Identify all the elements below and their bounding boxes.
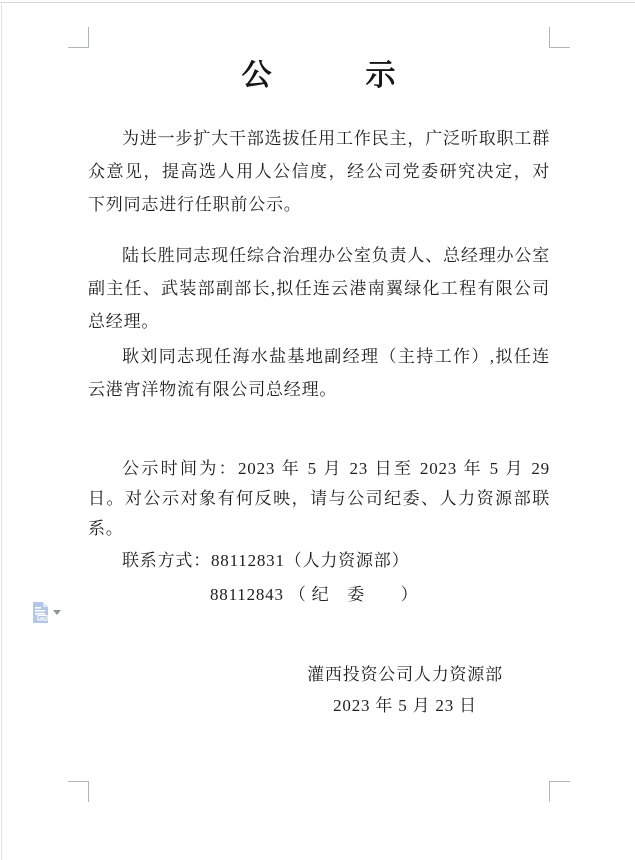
dropdown-arrow-icon[interactable] — [53, 610, 61, 615]
text-boundary-mark-top-left — [68, 27, 89, 48]
signature-date: 2023 年 5 月 23 日 — [333, 696, 477, 715]
contact-line-2: 88112843 （ 纪 委 ） — [210, 585, 419, 604]
signature-org: 灌西投资公司人力资源部 — [307, 665, 503, 684]
paragraph-notice-period: 公示时间为：2023 年 5 月 23 日至 2023 年 5 月 29 日。对公示对象有何反映，请与公司纪委、人力资源部联系。 — [88, 459, 550, 538]
contact-line-1: 联系方式：88112831（人力资源部） — [122, 551, 410, 570]
text-boundary-mark-bottom-right — [549, 781, 570, 802]
signature-block — [255, 659, 555, 721]
paste-options-button[interactable] — [32, 602, 64, 626]
text-boundary-mark-top-right — [549, 27, 570, 48]
paragraph-intro: 为进一步扩大干部选拔任用工作民主，广泛听取职工群众意见，提高选人用人公信度，经公司党委研究决定，对下列同志进行任职前公示。 — [88, 129, 550, 214]
paste-options-document-icon — [32, 602, 49, 628]
paragraph-person1: 陆长胜同志现任综合治理办公室负责人、总经理办公室副主任、武装部副部长,拟任连云港南翼绿化工程有限公司总经理。 — [88, 246, 550, 331]
paragraph-person2: 耿刘同志现任海水盐基地副经理（主持工作）,拟任连云港宵洋物流有限公司总经理。 — [88, 347, 550, 399]
text-boundary-mark-bottom-left — [68, 781, 89, 802]
notice-body — [88, 122, 550, 610]
page-edge-left — [1, 2, 2, 860]
page-edge-top — [0, 2, 635, 3]
notice-title: 公 示 — [241, 59, 397, 92]
